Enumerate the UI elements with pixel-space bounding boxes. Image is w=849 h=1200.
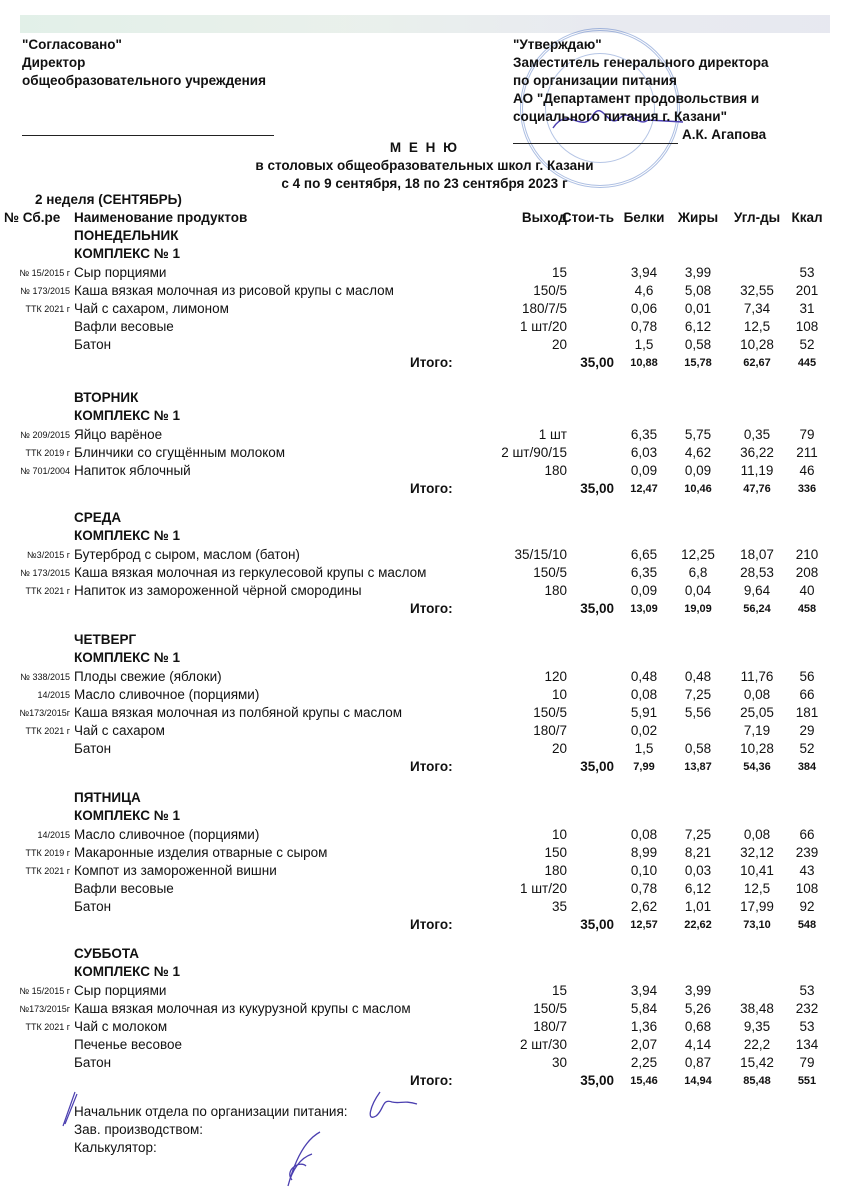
total-fat: 10,46 xyxy=(684,483,712,495)
dish-kcal: 53 xyxy=(799,265,815,280)
dish-kcal: 211 xyxy=(796,445,818,460)
dish-carbs: 12,5 xyxy=(743,319,771,334)
total-row xyxy=(0,480,849,498)
dish-output: 120 xyxy=(544,669,567,684)
total-fat: 15,78 xyxy=(684,357,712,369)
dish-output: 180 xyxy=(544,463,567,478)
dish-output: 150/5 xyxy=(533,1001,567,1016)
dish-carbs: 9,35 xyxy=(743,1019,771,1034)
dish-name: Компот из замороженной вишни xyxy=(74,863,277,878)
dish-protein: 3,94 xyxy=(630,265,658,280)
dish-name: Каша вязкая молочная из полбяной крупы с маслом xyxy=(74,705,403,720)
dish-output: 1 шт/20 xyxy=(519,319,567,334)
dish-kcal: 52 xyxy=(799,337,815,352)
dish-name: Сыр порциями xyxy=(74,983,167,998)
table-row xyxy=(0,264,849,282)
dish-output: 10 xyxy=(551,827,567,842)
dish-name: Напиток яблочный xyxy=(74,463,191,478)
dish-name: Яйцо варёное xyxy=(74,427,163,442)
dish-kcal: 66 xyxy=(799,827,815,842)
document-subtitle: в столовых общеобразовательных школ г. Казани xyxy=(255,158,594,173)
dish-protein: 2,62 xyxy=(630,899,658,914)
recipe-code: № 338/2015 xyxy=(20,672,70,682)
dish-protein: 0,09 xyxy=(630,583,658,598)
dish-fat: 6,12 xyxy=(684,881,712,896)
dish-protein: 2,07 xyxy=(630,1037,658,1052)
approval-right-title: "Утверждаю" xyxy=(513,37,602,52)
signature-head-icon xyxy=(362,1088,422,1128)
dish-kcal: 108 xyxy=(795,319,819,334)
recipe-code: № 209/2015 xyxy=(20,430,70,440)
dish-fat: 0,03 xyxy=(684,863,712,878)
header-output: Выход xyxy=(521,210,567,225)
dish-carbs: 32,12 xyxy=(740,845,774,860)
recipe-code: ТТК 2021 г xyxy=(25,586,70,596)
approval-right-dept: по организации питания xyxy=(513,73,677,88)
signatory-name: А.К. Агапова xyxy=(682,127,767,142)
dish-fat: 0,01 xyxy=(684,301,712,316)
dish-carbs: 7,34 xyxy=(743,301,771,316)
dish-output: 1 шт/20 xyxy=(519,881,567,896)
total-kcal: 445 xyxy=(797,357,817,369)
recipe-code: ТТК 2019 г xyxy=(25,848,70,858)
dish-carbs: 9,64 xyxy=(743,583,771,598)
dish-output: 15 xyxy=(551,983,567,998)
header-kcal: Ккал xyxy=(791,210,823,225)
table-row xyxy=(0,722,849,740)
dish-fat: 12,25 xyxy=(681,547,715,562)
dish-fat: 1,01 xyxy=(684,899,712,914)
day-title: ПЯТНИЦА xyxy=(74,790,141,805)
dish-output: 150/5 xyxy=(533,565,567,580)
recipe-code: №173/2015г xyxy=(19,1004,70,1014)
dish-kcal: 31 xyxy=(799,301,815,316)
dish-output: 180/7/5 xyxy=(521,301,567,316)
dish-fat: 0,87 xyxy=(684,1055,712,1070)
total-protein: 13,09 xyxy=(630,603,658,615)
dish-fat: 5,26 xyxy=(684,1001,712,1016)
dish-output: 20 xyxy=(551,337,567,352)
table-row xyxy=(0,826,849,844)
approval-right-role: Заместитель генерального директора xyxy=(513,55,769,70)
week-label: 2 неделя (СЕНТЯБРЬ) xyxy=(35,192,182,207)
total-row xyxy=(0,354,849,372)
dish-name: Батон xyxy=(74,899,112,914)
recipe-code: № 173/2015 xyxy=(20,568,70,578)
dish-name: Печенье весовое xyxy=(74,1037,183,1052)
dish-output: 35 xyxy=(551,899,567,914)
dish-protein: 6,35 xyxy=(630,565,658,580)
total-label: Итого: xyxy=(410,1073,453,1088)
dish-name: Каша вязкая молочная из кукурузной крупы с маслом xyxy=(74,1001,411,1016)
total-protein: 12,47 xyxy=(630,483,658,495)
approval-right xyxy=(513,36,769,144)
complex-title: КОМПЛЕКС № 1 xyxy=(74,964,181,979)
dish-fat: 0,48 xyxy=(684,669,712,684)
dish-carbs: 10,28 xyxy=(740,337,774,352)
dish-fat: 5,75 xyxy=(684,427,712,442)
complex-title: КОМПЛЕКС № 1 xyxy=(74,650,181,665)
header-fat: Жиры xyxy=(677,210,719,225)
dish-name: Чай с сахаром, лимоном xyxy=(74,301,229,316)
dish-kcal: 66 xyxy=(799,687,815,702)
table-row xyxy=(0,704,849,722)
dish-kcal: 56 xyxy=(799,669,815,684)
total-kcal: 336 xyxy=(797,483,817,495)
dish-kcal: 239 xyxy=(795,845,819,860)
dish-protein: 0,09 xyxy=(630,463,658,478)
dish-kcal: 79 xyxy=(799,427,815,442)
dish-output: 15 xyxy=(551,265,567,280)
dish-kcal: 29 xyxy=(799,723,815,738)
dish-protein: 1,5 xyxy=(634,741,654,756)
recipe-code: ТТК 2021 г xyxy=(25,726,70,736)
signature-line-left xyxy=(22,135,274,136)
total-protein: 15,46 xyxy=(630,1075,658,1087)
dish-fat: 4,14 xyxy=(684,1037,712,1052)
dish-fat: 6,12 xyxy=(684,319,712,334)
dish-protein: 0,06 xyxy=(630,301,658,316)
dish-protein: 6,65 xyxy=(630,547,658,562)
recipe-code: ТТК 2021 г xyxy=(25,866,70,876)
total-kcal: 458 xyxy=(797,603,817,615)
dish-fat: 5,08 xyxy=(684,283,712,298)
dish-name: Батон xyxy=(74,337,112,352)
approval-right-org1: АО "Департамент продовольствия и xyxy=(513,91,760,106)
table-row xyxy=(0,582,849,600)
dish-protein: 1,36 xyxy=(630,1019,658,1034)
dish-output: 150/5 xyxy=(533,705,567,720)
document-dates: с 4 по 9 сентября, 18 по 23 сентября 2023 г xyxy=(281,176,568,191)
total-label: Итого: xyxy=(410,481,453,496)
day-title: СУББОТА xyxy=(74,946,140,961)
total-cost: 35,00 xyxy=(580,601,614,616)
header-protein: Белки xyxy=(623,210,665,225)
recipe-code: ТТК 2021 г xyxy=(25,1022,70,1032)
document-title: М Е Н Ю xyxy=(389,140,460,155)
dish-fat: 8,21 xyxy=(684,845,712,860)
approval-left xyxy=(22,36,266,90)
dish-fat: 5,56 xyxy=(684,705,712,720)
dish-protein: 0,08 xyxy=(630,827,658,842)
dish-carbs: 36,22 xyxy=(740,445,774,460)
total-cost: 35,00 xyxy=(580,759,614,774)
dish-carbs: 15,42 xyxy=(740,1055,774,1070)
total-label: Итого: xyxy=(410,601,453,616)
recipe-code: ТТК 2021 г xyxy=(25,304,70,314)
table-row xyxy=(0,862,849,880)
dish-output: 180 xyxy=(544,863,567,878)
dish-protein: 8,99 xyxy=(630,845,658,860)
dish-carbs: 18,07 xyxy=(740,547,774,562)
table-row xyxy=(0,336,849,354)
total-fat: 22,62 xyxy=(684,919,712,931)
recipe-code: № 701/2004 xyxy=(20,466,70,476)
dish-carbs: 0,08 xyxy=(743,687,771,702)
day-title: ПОНЕДЕЛЬНИК xyxy=(74,228,179,243)
complex-title: КОМПЛЕКС № 1 xyxy=(74,528,181,543)
total-kcal: 384 xyxy=(797,761,817,773)
recipe-code: 14/2015 xyxy=(37,690,70,700)
dish-name: Сыр порциями xyxy=(74,265,167,280)
dish-fat: 3,99 xyxy=(684,265,712,280)
dish-carbs: 11,19 xyxy=(740,463,774,478)
dish-kcal: 40 xyxy=(799,583,815,598)
dish-name: Плоды свежие (яблоки) xyxy=(74,669,222,684)
dish-output: 2 шт/90/15 xyxy=(501,445,567,460)
total-kcal: 548 xyxy=(797,919,817,931)
table-row xyxy=(0,1018,849,1036)
dish-carbs: 0,35 xyxy=(743,427,771,442)
day-title: ЧЕТВЕРГ xyxy=(74,632,137,647)
total-carbs: 85,48 xyxy=(743,1075,771,1087)
dish-name: Напиток из замороженной чёрной смородины xyxy=(74,583,362,598)
dish-fat: 0,04 xyxy=(684,583,712,598)
dish-fat: 0,09 xyxy=(684,463,712,478)
dish-fat: 0,58 xyxy=(684,741,712,756)
header-cost: Стои-ть xyxy=(561,210,614,225)
dish-carbs: 0,08 xyxy=(743,827,771,842)
dish-output: 10 xyxy=(551,687,567,702)
table-row xyxy=(0,444,849,462)
total-row xyxy=(0,600,849,618)
table-row xyxy=(0,740,849,758)
dish-name: Вафли весовые xyxy=(74,319,174,334)
dish-protein: 5,84 xyxy=(630,1001,658,1016)
footer-head-of-catering: Начальник отдела по организации питания: xyxy=(74,1104,348,1119)
dish-output: 180/7 xyxy=(533,723,567,738)
recipe-code: № 15/2015 г xyxy=(19,268,70,278)
total-carbs: 62,67 xyxy=(743,357,771,369)
dish-carbs: 25,05 xyxy=(740,705,774,720)
table-row xyxy=(0,844,849,862)
table-row xyxy=(0,564,849,582)
dish-name: Вафли весовые xyxy=(74,881,174,896)
dish-protein: 4,6 xyxy=(634,283,654,298)
dish-carbs: 10,28 xyxy=(740,741,774,756)
total-cost: 35,00 xyxy=(580,481,614,496)
total-row xyxy=(0,758,849,776)
recipe-code: №173/2015г xyxy=(19,708,70,718)
total-carbs: 56,24 xyxy=(743,603,771,615)
dish-protein: 3,94 xyxy=(630,983,658,998)
complex-title: КОМПЛЕКС № 1 xyxy=(74,408,181,423)
dish-fat: 4,62 xyxy=(684,445,712,460)
complex-title: КОМПЛЕКС № 1 xyxy=(74,246,181,261)
table-row xyxy=(0,282,849,300)
dish-output: 150/5 xyxy=(533,283,567,298)
dish-carbs: 38,48 xyxy=(740,1001,774,1016)
dish-protein: 5,91 xyxy=(630,705,658,720)
total-cost: 35,00 xyxy=(580,355,614,370)
total-label: Итого: xyxy=(410,917,453,932)
total-fat: 13,87 xyxy=(684,761,712,773)
table-row xyxy=(0,880,849,898)
total-carbs: 73,10 xyxy=(743,919,771,931)
dish-protein: 0,78 xyxy=(630,319,658,334)
dish-name: Макаронные изделия отварные с сыром xyxy=(74,845,328,860)
dish-fat: 0,68 xyxy=(684,1019,712,1034)
approval-left-org: общеобразовательного учреждения xyxy=(22,73,266,88)
dish-output: 1 шт xyxy=(538,427,567,442)
dish-kcal: 134 xyxy=(795,1037,819,1052)
dish-fat: 6,8 xyxy=(688,565,708,580)
recipe-code: № 15/2015 г xyxy=(19,986,70,996)
footer-calculator: Калькулятор: xyxy=(74,1140,157,1155)
total-label: Итого: xyxy=(410,759,453,774)
dish-protein: 2,25 xyxy=(630,1055,658,1070)
table-row xyxy=(0,1000,849,1018)
dish-fat: 7,25 xyxy=(684,687,712,702)
table-row xyxy=(0,898,849,916)
dish-protein: 1,5 xyxy=(634,337,654,352)
dish-carbs: 10,41 xyxy=(740,863,774,878)
total-protein: 10,88 xyxy=(630,357,658,369)
total-row xyxy=(0,916,849,934)
total-protein: 12,57 xyxy=(630,919,658,931)
dish-name: Масло сливочное (порциями) xyxy=(74,827,260,842)
table-row xyxy=(0,1036,849,1054)
dish-fat: 0,58 xyxy=(684,337,712,352)
dish-output: 150 xyxy=(544,845,567,860)
dish-name: Бутерброд с сыром, маслом (батон) xyxy=(74,547,300,562)
approval-right-org2: социального питания г. Казани" xyxy=(513,109,727,124)
table-header xyxy=(0,210,849,228)
total-kcal: 551 xyxy=(797,1075,817,1087)
dish-name: Чай с сахаром xyxy=(74,723,165,738)
dish-fat: 3,99 xyxy=(684,983,712,998)
total-carbs: 47,76 xyxy=(743,483,771,495)
dish-name: Батон xyxy=(74,1055,112,1070)
dish-kcal: 108 xyxy=(795,881,819,896)
dish-name: Каша вязкая молочная из рисовой крупы с маслом xyxy=(74,283,394,298)
dish-kcal: 79 xyxy=(799,1055,815,1070)
dish-kcal: 53 xyxy=(799,1019,815,1034)
dish-output: 30 xyxy=(551,1055,567,1070)
day-title: СРЕДА xyxy=(74,510,122,525)
dish-kcal: 208 xyxy=(795,565,819,580)
dish-carbs: 7,19 xyxy=(743,723,771,738)
dish-output: 180 xyxy=(544,583,567,598)
dish-fat: 7,25 xyxy=(684,827,712,842)
dish-protein: 0,78 xyxy=(630,881,658,896)
table-row xyxy=(0,668,849,686)
recipe-code: 14/2015 xyxy=(37,830,70,840)
dish-kcal: 210 xyxy=(795,547,819,562)
dish-carbs: 12,5 xyxy=(743,881,771,896)
footer-signatures xyxy=(74,1103,348,1157)
dish-name: Масло сливочное (порциями) xyxy=(74,687,260,702)
dish-kcal: 43 xyxy=(799,863,815,878)
dish-name: Батон xyxy=(74,741,112,756)
approval-left-role: Директор xyxy=(22,55,86,70)
recipe-code: № 173/2015 xyxy=(20,286,70,296)
dish-carbs: 22,2 xyxy=(743,1037,771,1052)
table-row xyxy=(0,546,849,564)
dish-protein: 0,10 xyxy=(630,863,658,878)
dish-kcal: 52 xyxy=(799,741,815,756)
table-row xyxy=(0,686,849,704)
footer-production-manager: Зав. производством: xyxy=(74,1122,203,1137)
table-row xyxy=(0,982,849,1000)
header-carbs: Угл-ды xyxy=(733,210,781,225)
total-protein: 7,99 xyxy=(633,761,655,773)
dish-output: 180/7 xyxy=(533,1019,567,1034)
dish-output: 35/15/10 xyxy=(514,547,567,562)
dish-output: 20 xyxy=(551,741,567,756)
complex-title: КОМПЛЕКС № 1 xyxy=(74,808,181,823)
header-code: № Сб.ре xyxy=(4,210,61,225)
dish-name: Каша вязкая молочная из геркулесовой крупы с маслом xyxy=(74,565,427,580)
dish-protein: 6,35 xyxy=(630,427,658,442)
dish-name: Блинчики со сгущённым молоком xyxy=(74,445,286,460)
recipe-code: ТТК 2019 г xyxy=(25,448,70,458)
table-row xyxy=(0,300,849,318)
dish-kcal: 181 xyxy=(795,705,819,720)
total-cost: 35,00 xyxy=(580,917,614,932)
dish-protein: 0,48 xyxy=(630,669,658,684)
dish-kcal: 232 xyxy=(795,1001,819,1016)
dish-carbs: 11,76 xyxy=(740,669,774,684)
dish-protein: 6,03 xyxy=(630,445,658,460)
recipe-code: №3/2015 г xyxy=(27,550,70,560)
table-row xyxy=(0,462,849,480)
total-fat: 19,09 xyxy=(684,603,712,615)
table-row xyxy=(0,1054,849,1072)
total-fat: 14,94 xyxy=(684,1075,712,1087)
dish-protein: 0,02 xyxy=(630,723,658,738)
header-name: Наименование продуктов xyxy=(74,210,248,225)
dish-output: 2 шт/30 xyxy=(519,1037,567,1052)
dish-name: Чай с молоком xyxy=(74,1019,168,1034)
total-carbs: 54,36 xyxy=(743,761,771,773)
dish-kcal: 92 xyxy=(799,899,815,914)
table-row xyxy=(0,318,849,336)
table-row xyxy=(0,426,849,444)
dish-kcal: 53 xyxy=(799,983,815,998)
day-title: ВТОРНИК xyxy=(74,390,139,405)
total-row xyxy=(0,1072,849,1090)
scan-artifact-strip xyxy=(20,15,830,33)
dish-carbs: 17,99 xyxy=(740,899,774,914)
dish-protein: 0,08 xyxy=(630,687,658,702)
dish-kcal: 46 xyxy=(799,463,815,478)
total-cost: 35,00 xyxy=(580,1073,614,1088)
dish-kcal: 201 xyxy=(795,283,819,298)
dish-carbs: 32,55 xyxy=(740,283,774,298)
total-label: Итого: xyxy=(410,355,453,370)
dish-carbs: 28,53 xyxy=(740,565,774,580)
approval-left-title: "Согласовано" xyxy=(22,37,122,52)
